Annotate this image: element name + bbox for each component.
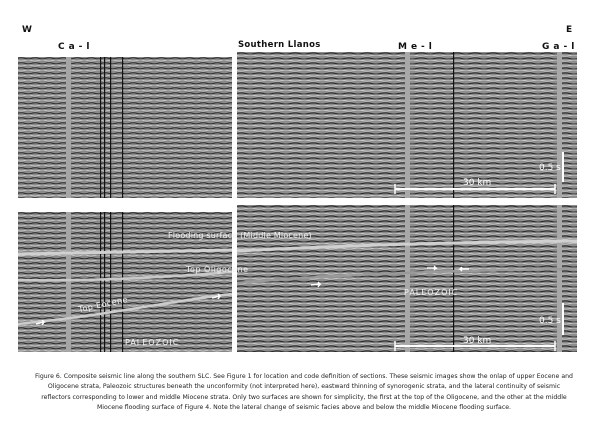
well-ga-label: Ga-l [542, 42, 579, 52]
seismic-panel-top-right [237, 52, 577, 198]
region-label: Southern Llanos [238, 40, 321, 50]
distance-scale-text: 30 km [463, 178, 492, 188]
well-trace-me [405, 52, 410, 198]
figure-caption: Figure 6. Composite seismic line along the southern SLC. See Figure 1 for location and code definition of sections. These seismic images show the onlap of upper Eocene and Oligocene strata, Paleozoic structures beneath the unconformity (not interpreted here), eastward thinning of synorogenic strata, and the lateral continuity of seismic reflectors corresponding to lower and middle Miocene strata. Only two surfaces are shown for simplicity, the first at the top of the Oligocene, and the other at the middle Miocene flooding surface of Figure 4. Note the lateral change of seismic facies above and below the middle Miocene flooding surface. [35, 373, 573, 412]
well-trace-ga [557, 52, 562, 198]
top-oligocene-label: Top Oligocene [186, 265, 249, 274]
paleozoic-label-left: PALEOZOIC [125, 338, 180, 347]
well-ca-label: Ca-l [58, 42, 94, 52]
well-trace-ca [66, 57, 71, 198]
time-scale-text: 0.5 s [539, 163, 561, 173]
top-eocene-label: Top Eocene [77, 294, 129, 315]
east-label: E [566, 25, 573, 35]
seismic-panel-bottom-right [237, 205, 577, 352]
seismic-traces-bottom-right [237, 205, 577, 352]
well-me-label: Me-l [398, 42, 436, 52]
time-scale-text: 0.5 s [539, 316, 561, 326]
west-label: W [22, 25, 33, 35]
seismic-panel-top-left [18, 57, 232, 198]
paleozoic-label-right: PALEOZOIC [404, 288, 459, 297]
distance-scale-text: 30 km [463, 336, 492, 346]
seismic-traces-top-left [18, 57, 232, 198]
flooding-surface-label: Flooding surface (Middle Miocene) [168, 231, 312, 240]
seismic-traces-top-right [237, 52, 577, 198]
